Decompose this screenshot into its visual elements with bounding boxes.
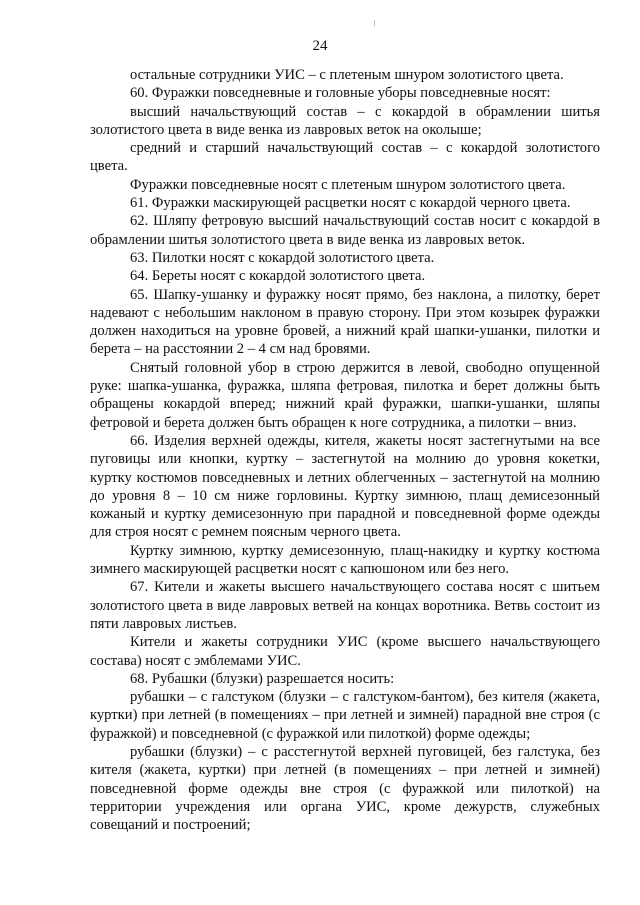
paragraph: высший начальствующий состав – с кокардой в обрамлении шитья золотистого цвета в виде венка из лавровых веток на околыше; xyxy=(90,103,600,138)
paragraph: остальные сотрудники УИС – с плетеным шнуром золотистого цвета. xyxy=(130,67,564,83)
paragraph: 65. Шапку-ушанку и фуражку носят прямо, без наклона, а пилотку, берет надевают с небольшим наклоном в правую сторону. При этом козырек фуражки должен находиться на уровне бровей, а нижний край шапки-ушанки, пилотки и берета – на расстоянии 2 – 4 см над бровями. xyxy=(90,286,600,358)
paragraph: средний и старший начальствующий состав – с кокардой золотистого цвета. xyxy=(90,140,600,175)
paragraph: 63. Пилотки носят с кокардой золотистого цвета. xyxy=(130,249,435,266)
paragraph: 60. Фуражки повседневные и головные уборы повседневные носят: xyxy=(130,85,551,102)
page-number: 24 xyxy=(312,38,328,54)
paragraph: Снятый головной убор в строю держится в левой, свободно опущенной руке: шапка-ушанка, фуражка, шляпа фетровая, пилотка и берет должны быть обращены кокардой вперед; нижний край фуражки, шапки-ушанки, шляпы фетровой и берета должен быть обращен к ноге сотрудника, а пилотки – вниз. xyxy=(90,359,600,431)
body-text xyxy=(90,66,600,834)
paragraph: 67. Кители и жакеты высшего начальствующего состава носят с шитьем золотистого цвета в виде лавровых ветвей на концах воротника. Ветвь состоит из пяти лавровых листьев. xyxy=(90,579,600,632)
paragraph: 64. Береты носят с кокардой золотистого цвета. xyxy=(130,268,426,285)
paragraph: 68. Рубашки (блузки) разрешается носить: xyxy=(130,670,395,687)
paragraph: рубашки – с галстуком (блузки – с галстуком-бантом), без кителя (жакета, куртки) при летней (в помещениях – при летней и зимней) парадной вне строя (с фуражкой) и повседневной (с фуражкой или пилоткой) форме одежды; xyxy=(90,689,600,742)
paragraph: рубашки (блузки) – с расстегнутой верхней пуговицей, без галстука, без кителя (жакета, куртки) при летней (в помещениях – при летней и зимней) повседневной форме одежды вне строя (с фуражкой или пилоткой) на территории учреждения или органа УИС, кроме дежурств, служебных совещаний и построений; xyxy=(90,743,600,834)
paragraph: 61. Фуражки маскирующей расцветки носят с кокардой черного цвета. xyxy=(130,195,571,212)
scan-mark xyxy=(374,20,375,26)
paragraph: Куртку зимнюю, куртку демисезонную, плащ-накидку и куртку костюма зимнего маскирующей расцветки носят с капюшоном или без него. xyxy=(90,542,600,578)
paragraph: Фуражки повседневные носят с плетеным шнуром золотистого цвета. xyxy=(130,176,566,193)
paragraph: 62. Шляпу фетровую высший начальствующий состав носит с кокардой в обрамлении шитья золотистого цвета в виде венка из лавровых веток. xyxy=(90,213,600,248)
paragraph: 66. Изделия верхней одежды, кителя, жакеты носят застегнутыми на все пуговицы или кнопки, куртку – застегнутой на молнию до уровня кокетки, куртку костюмов повседневных и летних облегченных – застегнутой на молнию до уровня 8 – 10 см ниже горловины. Куртку зимнюю, плащ демисезонный кожаный и куртку демисезонную при парадной и повседневной форме одежды для строя носят с ремнем поясным черного цвета. xyxy=(90,432,600,541)
paragraph: Кители и жакеты сотрудники УИС (кроме высшего начальствующего состава) носят с эмблемами УИС. xyxy=(90,634,600,669)
